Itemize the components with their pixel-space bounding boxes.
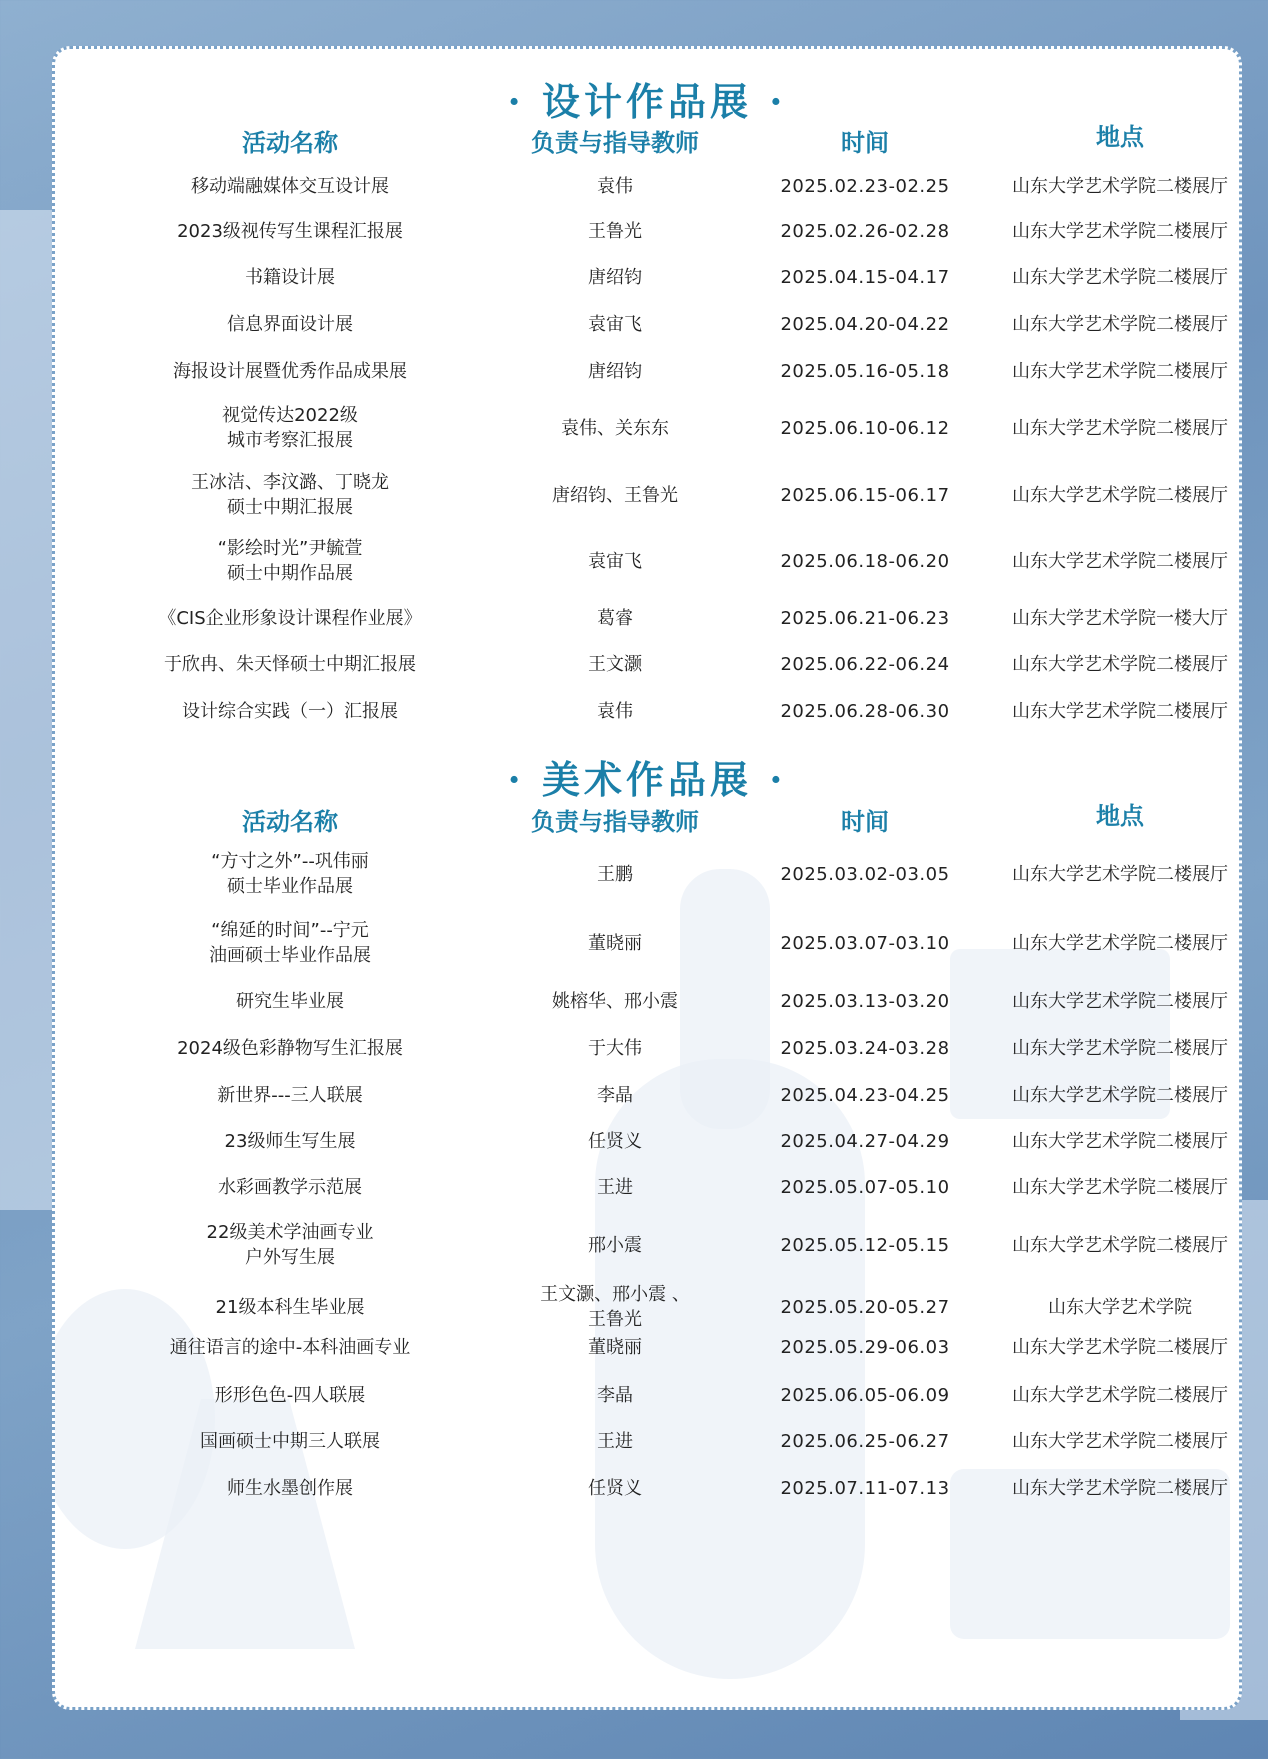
- event-name: 设计综合实践（一）汇报展: [182, 700, 398, 722]
- event-date: 2025.05.20-05.27: [780, 1296, 950, 1318]
- event-place: 山东大学艺术学院二楼展厅: [1012, 700, 1228, 722]
- event-name: 于欣冉、朱天怿硕士中期汇报展: [164, 653, 416, 675]
- teacher-name: 葛睿: [597, 607, 633, 629]
- teacher-name: 李晶: [597, 1084, 633, 1106]
- event-name: 新世界---三人联展: [217, 1084, 363, 1106]
- event-date: 2025.03.13-03.20: [780, 990, 950, 1012]
- event-name: 视觉传达2022级 城市考察汇报展: [222, 405, 358, 451]
- event-date: 2025.06.28-06.30: [780, 700, 950, 722]
- teacher-name: 唐绍钧: [588, 360, 642, 382]
- event-date: 2025.02.26-02.28: [780, 220, 950, 242]
- col-header-date: 时间: [841, 128, 889, 157]
- event-place: 山东大学艺术学院一楼大厅: [1012, 607, 1228, 629]
- event-name: “绵延的时间”--宁元 油画硕士毕业作品展: [209, 920, 371, 966]
- teacher-name: 王文灏、邢小震 、 王鲁光: [540, 1284, 690, 1330]
- event-place: 山东大学艺术学院二楼展厅: [1012, 1234, 1228, 1256]
- event-name: 海报设计展暨优秀作品成果展: [173, 360, 407, 382]
- teacher-name: 王进: [597, 1430, 633, 1452]
- event-date: 2025.04.20-04.22: [780, 313, 950, 335]
- col-header-place: 地点: [1096, 122, 1144, 151]
- event-name: 2023级视传写生课程汇报展: [177, 220, 403, 242]
- event-date: 2025.03.02-03.05: [780, 863, 950, 885]
- col-header-teacher: 负责与指导教师: [531, 807, 699, 836]
- event-place: 山东大学艺术学院二楼展厅: [1012, 932, 1228, 954]
- schedule-card: [52, 46, 1242, 1710]
- teacher-name: 王鹏: [597, 863, 633, 885]
- event-name: 23级师生写生展: [224, 1130, 356, 1152]
- event-place: 山东大学艺术学院二楼展厅: [1012, 1336, 1228, 1358]
- teacher-name: 王鲁光: [588, 220, 642, 242]
- event-place: 山东大学艺术学院二楼展厅: [1012, 1037, 1228, 1059]
- teacher-name: 李晶: [597, 1384, 633, 1406]
- event-place: 山东大学艺术学院二楼展厅: [1012, 484, 1228, 506]
- event-place: 山东大学艺术学院二楼展厅: [1012, 313, 1228, 335]
- teacher-name: 唐绍钧、王鲁光: [552, 484, 678, 506]
- event-date: 2025.05.29-06.03: [780, 1336, 950, 1358]
- event-place: 山东大学艺术学院二楼展厅: [1012, 863, 1228, 885]
- section-title: · 美术作品展 ·: [507, 757, 787, 802]
- event-date: 2025.05.07-05.10: [780, 1176, 950, 1198]
- event-date: 2025.06.25-06.27: [780, 1430, 950, 1452]
- event-date: 2025.04.15-04.17: [780, 266, 950, 288]
- event-date: 2025.07.11-07.13: [780, 1477, 950, 1499]
- event-name: 水彩画教学示范展: [218, 1176, 362, 1198]
- event-place: 山东大学艺术学院二楼展厅: [1012, 1477, 1228, 1499]
- event-place: 山东大学艺术学院: [1048, 1296, 1192, 1318]
- event-place: 山东大学艺术学院二楼展厅: [1012, 1430, 1228, 1452]
- event-name: 移动端融媒体交互设计展: [191, 175, 389, 197]
- event-name: 形形色色-四人联展: [214, 1384, 366, 1406]
- event-name: 书籍设计展: [245, 266, 335, 288]
- teacher-name: 王文灏: [588, 653, 642, 675]
- teacher-name: 姚榕华、邢小震: [552, 990, 678, 1012]
- event-place: 山东大学艺术学院二楼展厅: [1012, 175, 1228, 197]
- event-name: 师生水墨创作展: [227, 1477, 353, 1499]
- teacher-name: 袁伟: [597, 700, 633, 722]
- event-name: 研究生毕业展: [236, 990, 344, 1012]
- event-date: 2025.06.15-06.17: [780, 484, 950, 506]
- event-place: 山东大学艺术学院二楼展厅: [1012, 360, 1228, 382]
- col-header-name: 活动名称: [242, 807, 338, 836]
- event-date: 2025.06.21-06.23: [780, 607, 950, 629]
- event-date: 2025.06.05-06.09: [780, 1384, 950, 1406]
- event-place: 山东大学艺术学院二楼展厅: [1012, 1130, 1228, 1152]
- event-date: 2025.06.22-06.24: [780, 653, 950, 675]
- event-name: 22级美术学油画专业 户外写生展: [206, 1222, 374, 1268]
- teacher-name: 袁伟: [597, 175, 633, 197]
- event-place: 山东大学艺术学院二楼展厅: [1012, 653, 1228, 675]
- teacher-name: 任贤义: [588, 1477, 642, 1499]
- teacher-name: 袁宙飞: [588, 550, 642, 572]
- event-name: 王冰洁、李汶潞、丁晓龙 硕士中期汇报展: [191, 472, 389, 518]
- teacher-name: 董晓丽: [588, 932, 642, 954]
- col-header-date: 时间: [841, 807, 889, 836]
- event-date: 2025.05.16-05.18: [780, 360, 950, 382]
- event-place: 山东大学艺术学院二楼展厅: [1012, 266, 1228, 288]
- event-name: 通往语言的途中-本科油画专业: [169, 1336, 411, 1358]
- teacher-name: 袁伟、关东东: [561, 417, 669, 439]
- event-place: 山东大学艺术学院二楼展厅: [1012, 417, 1228, 439]
- teacher-name: 董晓丽: [588, 1336, 642, 1358]
- teacher-name: 邢小震: [588, 1234, 642, 1256]
- col-header-teacher: 负责与指导教师: [531, 128, 699, 157]
- event-date: 2025.05.12-05.15: [780, 1234, 950, 1256]
- event-place: 山东大学艺术学院二楼展厅: [1012, 550, 1228, 572]
- teacher-name: 唐绍钧: [588, 266, 642, 288]
- teacher-name: 于大伟: [588, 1037, 642, 1059]
- col-header-place: 地点: [1096, 801, 1144, 830]
- event-name: “方寸之外”--巩伟丽 硕士毕业作品展: [211, 851, 369, 897]
- event-name: 信息界面设计展: [227, 313, 353, 335]
- event-place: 山东大学艺术学院二楼展厅: [1012, 990, 1228, 1012]
- event-date: 2025.04.23-04.25: [780, 1084, 950, 1106]
- event-date: 2025.06.10-06.12: [780, 417, 950, 439]
- event-name: 国画硕士中期三人联展: [200, 1430, 380, 1452]
- event-place: 山东大学艺术学院二楼展厅: [1012, 1384, 1228, 1406]
- event-date: 2025.02.23-02.25: [780, 175, 950, 197]
- section-title: · 设计作品展 ·: [507, 79, 787, 124]
- event-date: 2025.03.24-03.28: [780, 1037, 950, 1059]
- event-place: 山东大学艺术学院二楼展厅: [1012, 1084, 1228, 1106]
- col-header-name: 活动名称: [242, 128, 338, 157]
- teacher-name: 任贤义: [588, 1130, 642, 1152]
- event-name: “影绘时光”尹毓萱 硕士中期作品展: [217, 538, 363, 584]
- event-name: 2024级色彩静物写生汇报展: [177, 1037, 403, 1059]
- event-date: 2025.04.27-04.29: [780, 1130, 950, 1152]
- event-date: 2025.06.18-06.20: [780, 550, 950, 572]
- event-place: 山东大学艺术学院二楼展厅: [1012, 220, 1228, 242]
- event-name: 21级本科生毕业展: [215, 1296, 365, 1318]
- teacher-name: 王进: [597, 1176, 633, 1198]
- event-place: 山东大学艺术学院二楼展厅: [1012, 1176, 1228, 1198]
- event-name: 《CIS企业形象设计课程作业展》: [158, 607, 422, 629]
- teacher-name: 袁宙飞: [588, 313, 642, 335]
- event-date: 2025.03.07-03.10: [780, 932, 950, 954]
